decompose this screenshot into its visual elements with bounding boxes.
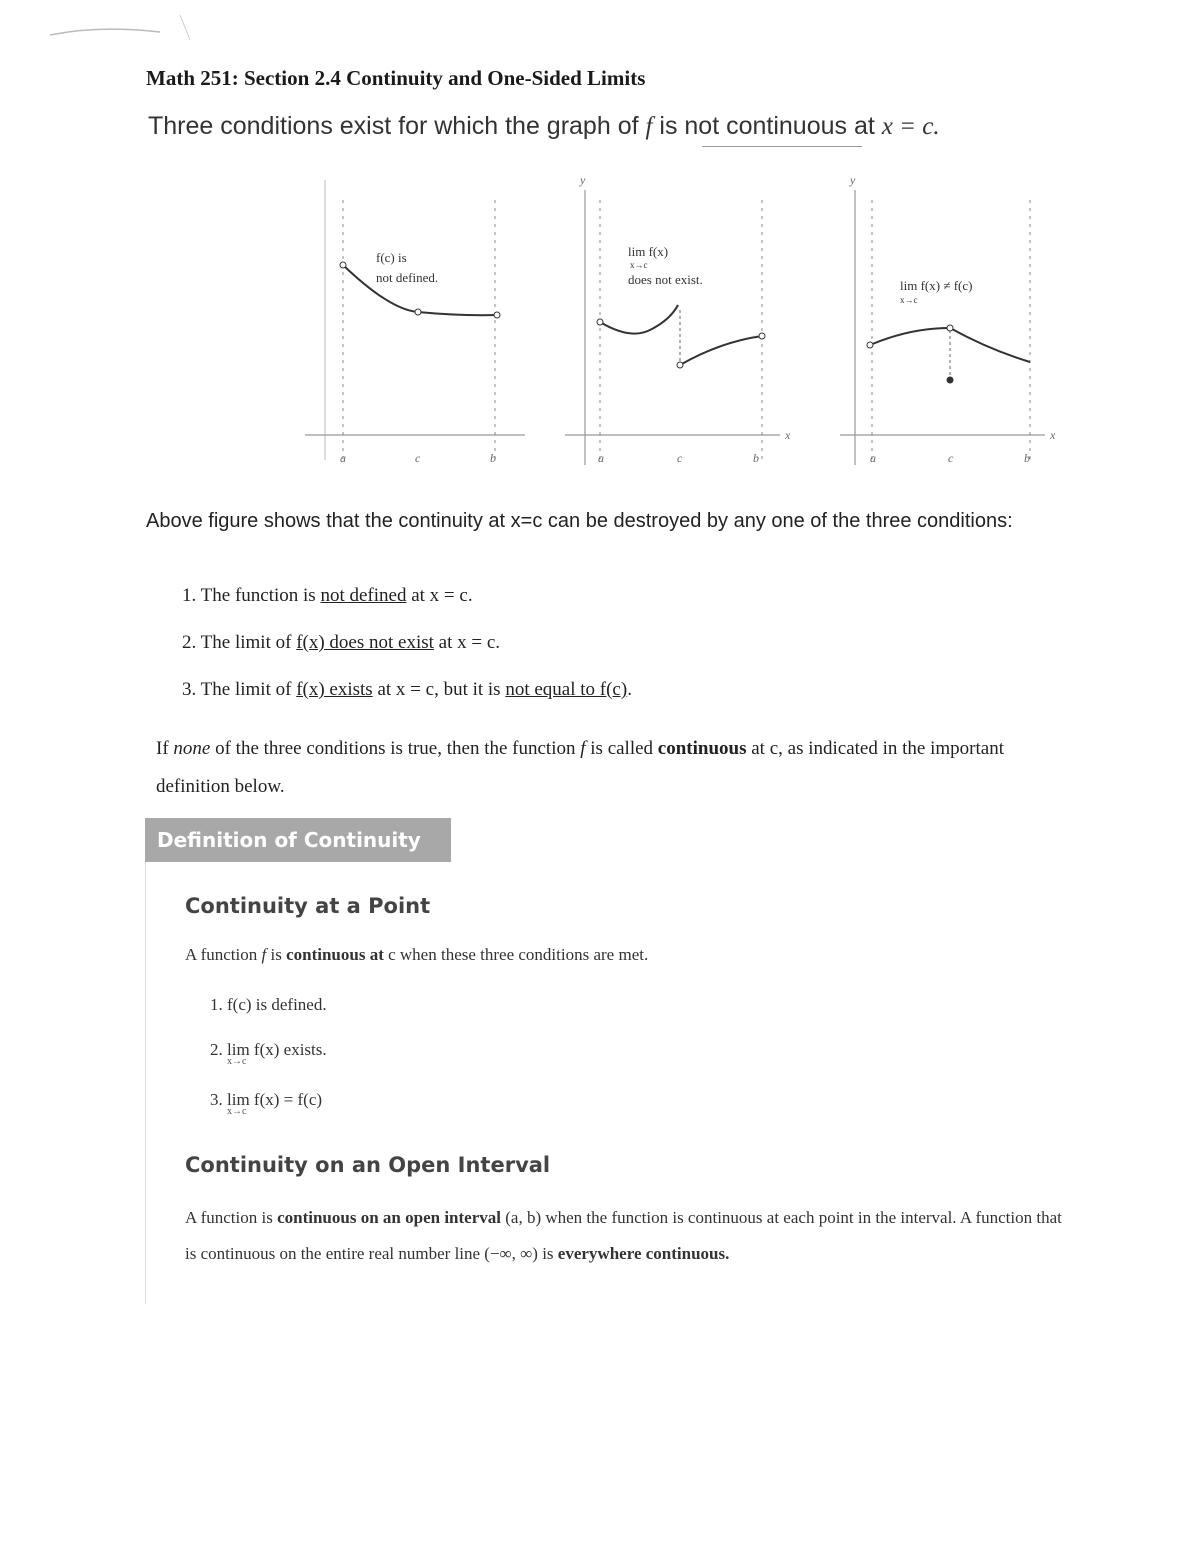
- condition-3-underline: f(x) exists: [296, 679, 373, 700]
- def-item-3-sub: x→c: [227, 1106, 247, 1117]
- continuity-open-heading: Continuity on an Open Interval: [185, 1153, 551, 1177]
- page-title: Math 251: Section 2.4 Continuity and One-Sided Limits: [146, 66, 646, 90]
- condition-2-post: at x = c.: [433, 632, 501, 653]
- panel3-hole: [947, 325, 953, 331]
- condition-3-pre: The limit of: [200, 679, 297, 700]
- def-item-2-lim: lim: [227, 1040, 250, 1059]
- lead-2: is: [266, 945, 287, 964]
- condition-1-pre: The function is: [200, 585, 321, 606]
- lead-3: c when these three conditions are met.: [383, 945, 649, 964]
- lead-bold: continuous at: [286, 945, 384, 964]
- panel2-open-b: [759, 333, 765, 339]
- subtitle-f: f: [645, 113, 653, 140]
- continuity-point-lead: [185, 945, 648, 965]
- panel2-tick-a: a: [598, 451, 604, 465]
- def-item-3-lim: lim: [227, 1090, 250, 1109]
- subtitle-math: x = c.: [881, 113, 940, 140]
- panel2-tick-c: c: [677, 451, 683, 465]
- panel1-label-2: not defined.: [376, 270, 439, 285]
- open-p1: A function is: [185, 1208, 278, 1227]
- open-bold1: continuous on an open interval: [277, 1208, 501, 1227]
- condition-2-underline: f(x) does not exist: [296, 632, 434, 653]
- panel-not-defined: [305, 180, 525, 465]
- condition-1-num: 1.: [182, 585, 197, 606]
- scan-artifact: [40, 10, 200, 50]
- condition-1-post: at x = c.: [406, 585, 473, 606]
- definition-banner: Definition of Continuity: [145, 818, 451, 862]
- def-item-3-text: f(x) = f(c): [249, 1090, 323, 1109]
- panel2-label-1: lim f(x): [628, 244, 669, 259]
- panel1-tick-b: b: [490, 451, 496, 465]
- open-bold2: everywhere continuous.: [557, 1244, 730, 1263]
- condition-3-post: .: [627, 679, 632, 700]
- definition-rule: [145, 862, 146, 1304]
- discontinuity-figure: [300, 170, 1060, 480]
- subtitle-before: Three conditions exist for which the graph of: [148, 112, 646, 140]
- panel-limit-not-equal: [840, 173, 1056, 465]
- panel3-label-sub: x→c: [900, 295, 918, 305]
- panel3-tick-b: b: [1024, 451, 1030, 465]
- panel3-y-label: y: [850, 173, 856, 187]
- panel3-label: lim f(x) ≠ f(c): [900, 278, 973, 293]
- lead-f: f: [261, 945, 267, 964]
- condition-3: [182, 679, 632, 701]
- panel2-right-curve: [680, 336, 762, 365]
- summary-paragraph: [156, 730, 1076, 806]
- summary-p4: at c, as indicated in the important definition below.: [156, 738, 1004, 797]
- def-item-1-num: 1.: [210, 995, 223, 1014]
- panel1-open-a: [340, 262, 346, 268]
- condition-2-num: 2.: [182, 632, 197, 653]
- panel1-tick-a: a: [340, 451, 346, 465]
- panel2-open-a: [597, 319, 603, 325]
- summary-none: none: [173, 738, 211, 759]
- def-item-1: [210, 995, 327, 1015]
- panel1-open-b: [494, 312, 500, 318]
- panel2-left-curve: [600, 305, 678, 334]
- panel2-open-c: [677, 362, 683, 368]
- summary-p2: of the three conditions is true, then the function: [210, 738, 581, 759]
- def-item-2-sub: x→c: [227, 1056, 247, 1067]
- def-item-2: [210, 1040, 327, 1067]
- panel3-point-fc: [947, 377, 954, 384]
- condition-3-num: 3.: [182, 679, 197, 700]
- def-item-2-text: f(x) exists.: [249, 1040, 327, 1059]
- condition-2: [182, 632, 500, 654]
- summary-bold: continuous: [657, 738, 747, 759]
- panel2-label-2: does not exist.: [628, 272, 703, 287]
- def-item-1-text: f(c) is defined.: [227, 995, 327, 1014]
- panel2-label-sub: x→c: [630, 260, 648, 270]
- subtitle-underline: [702, 146, 862, 147]
- panel-limit-not-exist: [565, 173, 791, 465]
- condition-1: [182, 585, 473, 607]
- def-item-3-num: 3.: [210, 1090, 223, 1109]
- def-item-3: [210, 1090, 323, 1117]
- panel3-tick-a: a: [870, 451, 876, 465]
- summary-f: f: [580, 738, 586, 759]
- panel1-tick-c: c: [415, 451, 421, 465]
- summary-p3: is called: [585, 738, 658, 759]
- panel2-x-label: x: [785, 428, 791, 442]
- continuity-open-paragraph: [185, 1200, 1065, 1272]
- panel3-x-label: x: [1050, 428, 1056, 442]
- condition-3-underline-2: not equal to f(c): [505, 679, 628, 700]
- continuity-point-heading: Continuity at a Point: [185, 894, 431, 918]
- panel3-tick-c: c: [948, 451, 954, 465]
- open-p2: (a, b) when the function is continuous at each point in the interval. A function that is continuous on the entire real number line (−∞, ∞) is: [185, 1208, 1062, 1263]
- panel3-open-a: [867, 342, 873, 348]
- panel1-label-1: f(c) is: [376, 250, 407, 265]
- def-item-2-num: 2.: [210, 1040, 223, 1059]
- summary-p1: If: [156, 738, 174, 759]
- subtitle: [148, 112, 940, 141]
- intro-paragraph: Above figure shows that the continuity at x=c can be destroyed by any one of the three conditions:: [146, 510, 1013, 532]
- condition-3-mid: at x = c, but it is: [372, 679, 506, 700]
- condition-2-pre: The limit of: [200, 632, 297, 653]
- condition-1-underline: not defined: [320, 585, 407, 606]
- panel1-hole: [415, 309, 421, 315]
- lead-1: A function: [185, 945, 262, 964]
- subtitle-middle: is not continuous at: [652, 112, 882, 140]
- panel2-tick-b: b: [753, 451, 759, 465]
- panel2-y-label: y: [580, 173, 586, 187]
